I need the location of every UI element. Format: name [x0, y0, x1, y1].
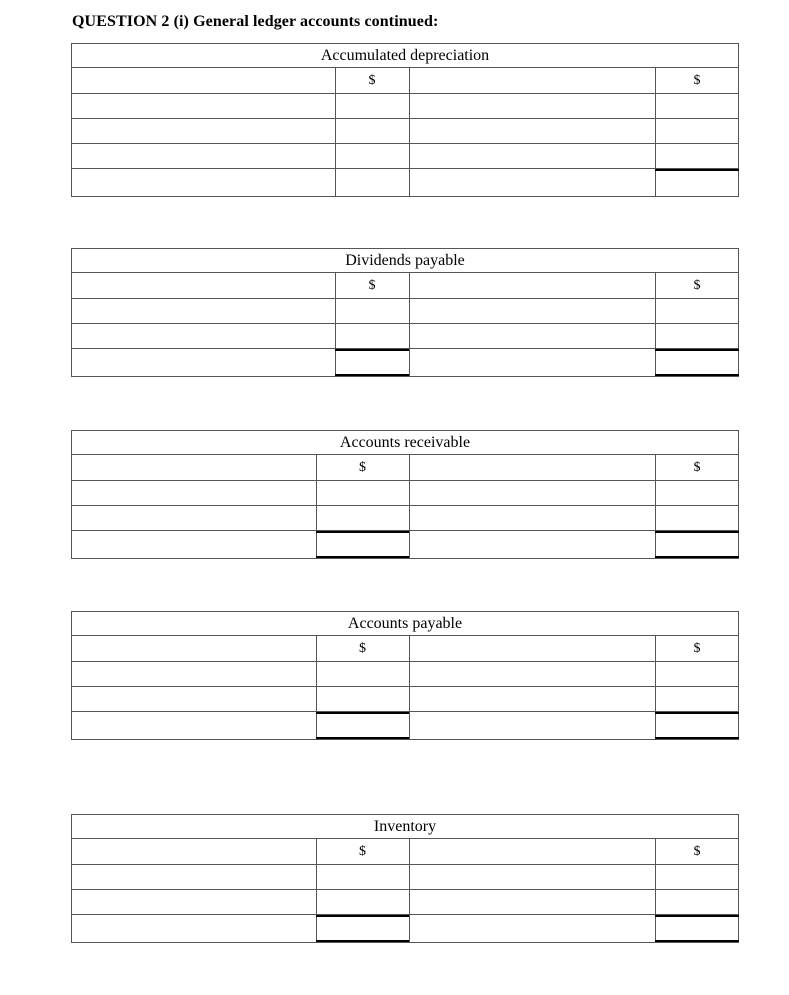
- account-title: Accounts receivable: [71, 430, 739, 454]
- total-rule: [316, 915, 409, 917]
- account-title: Dividends payable: [71, 248, 739, 272]
- total-rule: [655, 737, 739, 739]
- ledger-row[interactable]: [72, 530, 738, 555]
- total-rule: [655, 374, 739, 376]
- ledger-account-dividends-payable: [71, 248, 739, 377]
- ledger-grid: [71, 67, 739, 197]
- page-heading: QUESTION 2 (i) General ledger accounts continued:: [72, 13, 439, 30]
- credit-currency-label: $: [693, 460, 701, 475]
- ledger-row[interactable]: [72, 686, 738, 711]
- ledger-account-accumulated-depreciation: [71, 43, 739, 197]
- account-title: Accounts payable: [71, 611, 739, 635]
- total-rule: [655, 712, 739, 714]
- total-rule: [316, 940, 409, 942]
- debit-currency-label: $: [359, 460, 366, 475]
- total-rule: [316, 712, 409, 714]
- ledger-row[interactable]: [72, 118, 738, 143]
- credit-currency-label: $: [693, 641, 701, 656]
- total-rule: [335, 374, 409, 376]
- total-rule: [316, 737, 409, 739]
- debit-currency-label: $: [368, 278, 376, 293]
- total-rule: [655, 940, 739, 942]
- debit-currency-label: $: [368, 73, 376, 88]
- ledger-row[interactable]: [72, 143, 738, 168]
- ledger-grid: [71, 838, 739, 943]
- total-rule: [316, 531, 409, 533]
- account-title: Accumulated depreciation: [71, 43, 739, 67]
- total-rule: [655, 531, 739, 533]
- total-rule: [655, 169, 739, 171]
- ledger-row[interactable]: [72, 914, 738, 939]
- ledger-grid: [71, 272, 739, 377]
- ledger-row[interactable]: [72, 661, 738, 686]
- ledger-row[interactable]: [72, 864, 738, 889]
- ledger-account-inventory: [71, 814, 739, 943]
- debit-currency-label: $: [359, 844, 366, 859]
- ledger-row[interactable]: [72, 348, 738, 373]
- account-title: Inventory: [71, 814, 739, 838]
- credit-currency-label: $: [693, 278, 701, 293]
- debit-currency-label: $: [359, 641, 366, 656]
- total-rule: [655, 556, 739, 558]
- credit-currency-label: $: [693, 73, 701, 88]
- ledger-row[interactable]: [72, 168, 738, 193]
- ledger-row[interactable]: [72, 93, 738, 118]
- ledger-row[interactable]: [72, 711, 738, 736]
- ledger-account-accounts-receivable: [71, 430, 739, 559]
- total-rule: [655, 349, 739, 351]
- ledger-grid: [71, 635, 739, 740]
- ledger-row[interactable]: [72, 323, 738, 348]
- ledger-row[interactable]: [72, 480, 738, 505]
- total-rule: [655, 915, 739, 917]
- total-rule: [335, 349, 409, 351]
- ledger-row[interactable]: [72, 505, 738, 530]
- ledger-account-accounts-payable: [71, 611, 739, 740]
- ledger-grid: [71, 454, 739, 559]
- ledger-row[interactable]: [72, 889, 738, 914]
- total-rule: [316, 556, 409, 558]
- credit-currency-label: $: [693, 844, 701, 859]
- ledger-row[interactable]: [72, 298, 738, 323]
